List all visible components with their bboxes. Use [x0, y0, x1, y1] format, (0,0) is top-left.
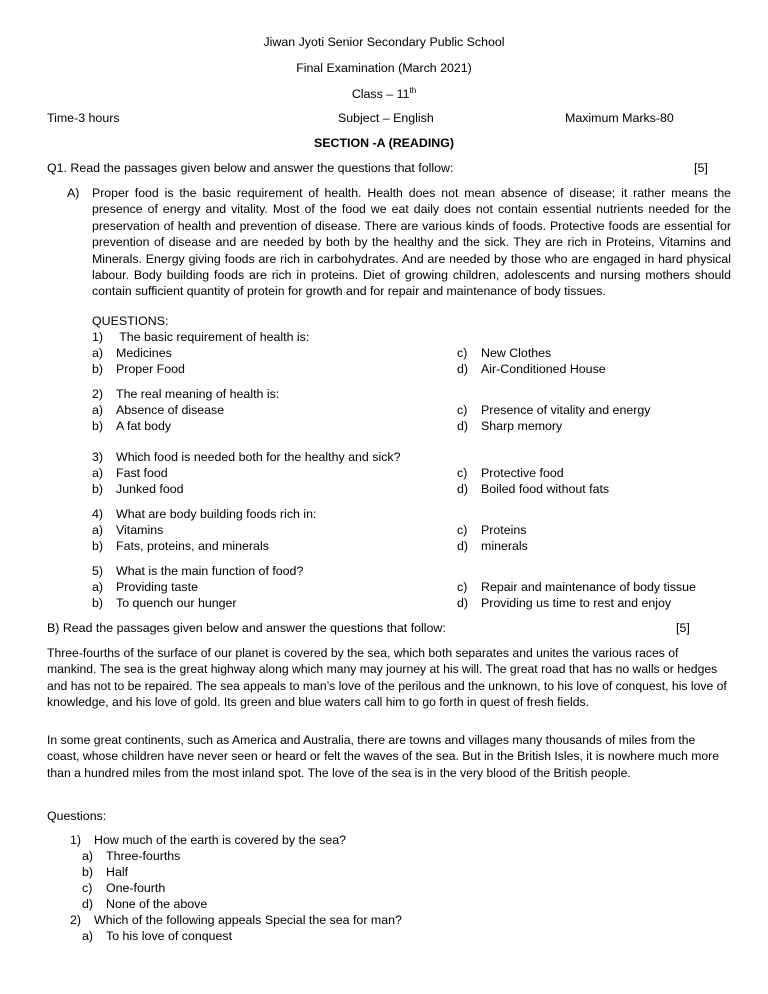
q1-instruction: Q1. Read the passages given below and answer the questions that follow:	[47, 161, 454, 175]
marks-label: Maximum Marks-80	[565, 111, 674, 125]
option-b-label: b)	[92, 419, 104, 433]
question-1-text: How much of the earth is covered by the sea?	[94, 833, 347, 847]
option-d-text: minerals	[481, 539, 528, 553]
option-a-label: a)	[82, 929, 94, 943]
question-5-text: What is the main function of food?	[116, 564, 304, 578]
option-c-text: Protective food	[481, 466, 564, 480]
passage-b-paragraph-2: In some great continents, such as America and Australia, there are towns and villages many thousands of miles from the coast, whose children have never seen or heard or felt the waves of the sea. But in the British Isles, it is nowhere much more than a hundred miles from the most inland spot. The love of the sea is in the very blood of the British people.	[47, 733, 720, 780]
question-3	[92, 449, 400, 465]
option-b-text: To quench our hunger	[116, 596, 237, 610]
section-heading: SECTION -A (READING)	[314, 136, 454, 150]
option-b	[82, 864, 128, 880]
time-label: Time-3 hours	[47, 111, 120, 125]
option-a-text: Fast food	[116, 466, 168, 480]
question-1	[70, 832, 346, 848]
option-b	[92, 418, 171, 434]
question-2	[92, 386, 279, 402]
exam-title: Final Examination (March 2021)	[296, 61, 472, 75]
option-d-text: Sharp memory	[481, 419, 563, 433]
option-a-label: a)	[92, 523, 104, 537]
option-a	[92, 579, 198, 595]
question-4-number: 4)	[92, 507, 104, 521]
option-d	[457, 538, 528, 554]
option-c-text: One-fourth	[106, 881, 166, 895]
option-c-label: c)	[457, 580, 468, 594]
part-a-label: A)	[67, 186, 80, 200]
passage-a: Proper food is the basic requirement of health. Health does not mean absence of disease; it rather means the presence of energy and vitality. Most of the food we eat daily does not contain essential nutrients needed for the preservation of health and prevention of disease. There are various kinds of foods. Protective foods are essential for prevention of disease and are needed by both by the healthy and the sick. They are rich in Proteins, Vitamins and Minerals. Energy giving foods are rich in carbohydrates. And are needed by those who are engaged in hard physical labour. Body building foods are rich in proteins. Diet of growing children, adolescents and nursing mothers should contain sufficient quantity of protein for growth and for repair and maintenance of body tissues.	[92, 186, 731, 299]
option-b-text: Fats, proteins, and minerals	[116, 539, 269, 553]
option-a-label: a)	[92, 403, 104, 417]
part-b-instruction: B) Read the passages given below and answer the questions that follow:	[47, 621, 446, 635]
option-d	[457, 418, 562, 434]
option-a	[92, 402, 224, 418]
subject-label: Subject – English	[338, 111, 434, 125]
option-b-label: b)	[92, 539, 104, 553]
option-d-label: d)	[457, 596, 469, 610]
question-4-text: What are body building foods rich in:	[116, 507, 317, 521]
option-c	[457, 465, 564, 481]
option-c-text: Repair and maintenance of body tissue	[481, 580, 696, 594]
option-c	[457, 402, 650, 418]
option-c-label: c)	[82, 881, 93, 895]
option-b	[92, 481, 184, 497]
option-c	[457, 579, 696, 595]
option-d-text: Providing us time to rest and enjoy	[481, 596, 672, 610]
option-a-label: a)	[92, 466, 104, 480]
option-d-text: None of the above	[106, 897, 208, 911]
option-d-label: d)	[82, 897, 94, 911]
question-1-text: The basic requirement of health is:	[116, 330, 310, 344]
class-line	[0, 86, 768, 102]
option-a-text: Vitamins	[116, 523, 164, 537]
passage-b-paragraph-1: Three-fourths of the surface of our planet is covered by the sea, which both separates and unites the various races of mankind. The sea is the great highway along which many may journey at his will. The great road that has no walls or hedges and has not to be repaired. The sea appeals to man’s love of the perilous and the unknown, to his love of conquest, his love of knowledge, and his love of gold. Its green and blue waters call him to go forth in quest of fresh fields.	[47, 646, 727, 710]
question-5	[92, 563, 303, 579]
option-d-label: d)	[457, 482, 469, 496]
part-b-marks: [5]	[676, 621, 690, 635]
option-a	[92, 465, 168, 481]
option-b-text: Junked food	[116, 482, 184, 496]
option-d	[457, 595, 671, 611]
option-d-label: d)	[457, 539, 469, 553]
option-b-label: b)	[82, 865, 94, 879]
option-a-label: a)	[92, 580, 104, 594]
question-1-number: 1)	[92, 330, 104, 344]
option-d	[457, 481, 609, 497]
option-d-text: Boiled food without fats	[481, 482, 610, 496]
class-superscript: th	[409, 86, 417, 95]
option-a-label: a)	[82, 849, 94, 863]
option-a-label: a)	[92, 346, 104, 360]
option-d	[457, 361, 606, 377]
option-b-label: b)	[92, 596, 104, 610]
option-a-text: Three-fourths	[106, 849, 181, 863]
option-b-text: Half	[106, 865, 129, 879]
option-a	[82, 848, 180, 864]
q1-marks: [5]	[694, 161, 708, 175]
question-2-text: Which of the following appeals Special the sea for man?	[94, 913, 402, 927]
option-d-text: Air-Conditioned House	[481, 362, 606, 376]
option-b-text: Proper Food	[116, 362, 185, 376]
question-2	[70, 912, 402, 928]
option-a-text: Providing taste	[116, 580, 198, 594]
option-c-text: New Clothes	[481, 346, 552, 360]
option-a	[92, 345, 172, 361]
part-b-questions-heading: Questions:	[47, 809, 107, 823]
option-c	[457, 345, 551, 361]
option-b	[92, 595, 237, 611]
option-c-label: c)	[457, 523, 468, 537]
question-4	[92, 506, 316, 522]
question-3-text: Which food is needed both for the healthy and sick?	[116, 450, 401, 464]
option-d-label: d)	[457, 362, 469, 376]
option-a-text: Absence of disease	[116, 403, 225, 417]
school-name: Jiwan Jyoti Senior Secondary Public School	[263, 35, 505, 49]
questions-heading: QUESTIONS:	[92, 314, 169, 328]
option-c-label: c)	[457, 346, 468, 360]
question-2-text: The real meaning of health is:	[116, 387, 280, 401]
option-c-text: Presence of vitality and energy	[481, 403, 651, 417]
option-c	[457, 522, 526, 538]
question-2-number: 2)	[70, 913, 82, 927]
question-3-number: 3)	[92, 450, 104, 464]
option-a	[92, 522, 163, 538]
class-label: Class – 11	[351, 87, 410, 101]
question-2-number: 2)	[92, 387, 104, 401]
option-c-text: Proteins	[481, 523, 527, 537]
option-c-label: c)	[457, 466, 468, 480]
option-c	[82, 880, 165, 896]
option-b-label: b)	[92, 362, 104, 376]
option-a-text: Medicines	[116, 346, 172, 360]
option-a-text: To his love of conquest	[106, 929, 233, 943]
option-b	[92, 361, 185, 377]
question-5-number: 5)	[92, 564, 104, 578]
option-b-label: b)	[92, 482, 104, 496]
question-1	[92, 329, 309, 345]
option-d-label: d)	[457, 419, 469, 433]
option-b	[92, 538, 269, 554]
option-c-label: c)	[457, 403, 468, 417]
option-a	[82, 928, 232, 944]
question-1-number: 1)	[70, 833, 82, 847]
option-b-text: A fat body	[116, 419, 172, 433]
option-d	[82, 896, 207, 912]
